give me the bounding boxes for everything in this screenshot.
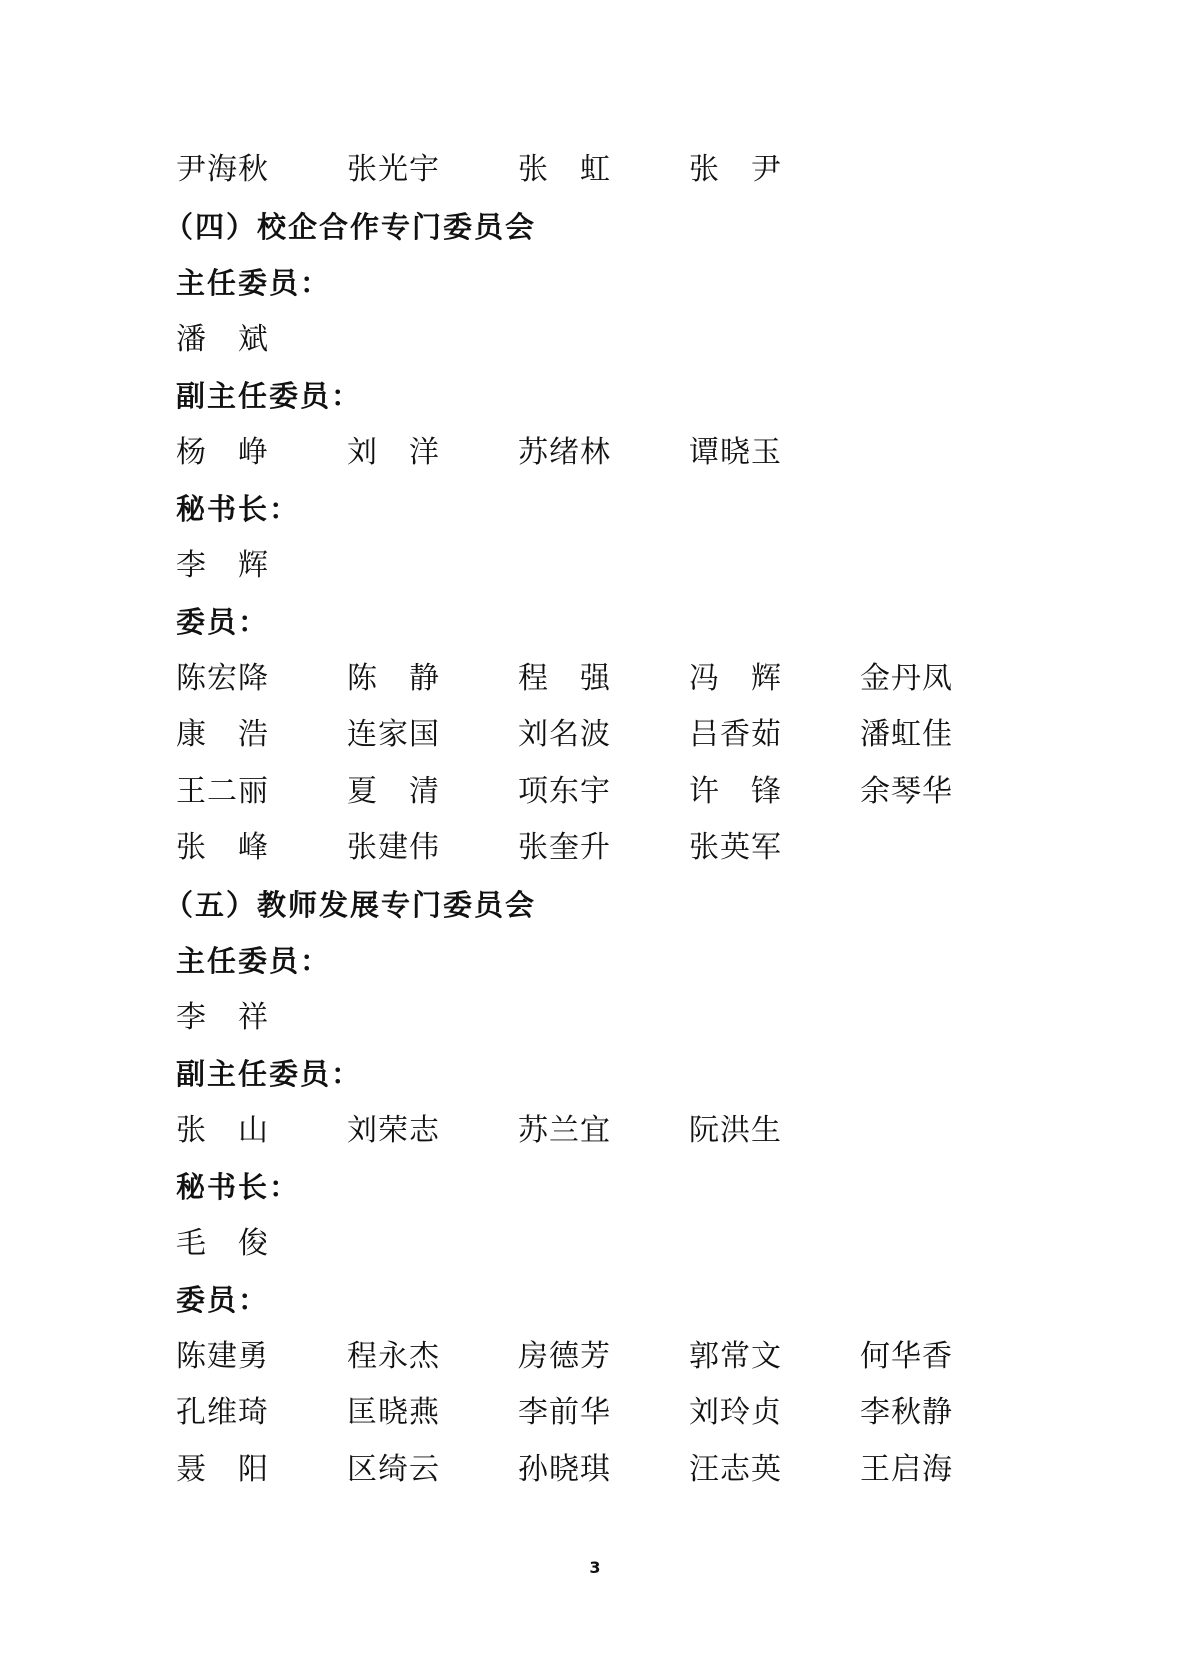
name-row <box>176 1216 1056 1273</box>
name-row <box>176 990 1056 1047</box>
member-name: 尹海秋 <box>176 152 269 187</box>
member-name: 刘荣志 <box>347 1112 440 1148</box>
member-name: 陈宏降 <box>176 660 269 696</box>
member-name: 张 山 <box>176 1112 269 1148</box>
name-row <box>176 820 1056 877</box>
member-name: 陈建勇 <box>176 1338 269 1374</box>
member-name: 张奎升 <box>518 830 611 865</box>
name-row <box>176 651 1056 708</box>
member-name: 潘虹佳 <box>860 717 953 752</box>
member-name: 潘 斌 <box>176 321 269 357</box>
member-name: 杨 峥 <box>176 434 269 470</box>
member-name: 陈 静 <box>347 660 440 696</box>
member-name: 李 辉 <box>176 547 269 583</box>
name-row <box>176 312 1056 369</box>
member-name: 李秋静 <box>860 1395 953 1430</box>
role-label-director: 主任委员： <box>176 266 332 300</box>
member-name: 吕香茹 <box>689 717 782 752</box>
member-name: 苏绪林 <box>518 434 611 470</box>
member-name: 何华香 <box>860 1338 953 1374</box>
name-row <box>176 1442 1056 1499</box>
section-title: （五）教师发展专门委员会 <box>164 887 537 922</box>
member-name: 余琴华 <box>860 773 953 809</box>
member-name: 聂 阳 <box>176 1451 269 1487</box>
role-label-members: 委员： <box>176 605 270 639</box>
member-name: 康 浩 <box>176 717 269 752</box>
name-row <box>176 1385 1056 1442</box>
member-name: 孙晓琪 <box>518 1451 611 1487</box>
name-row <box>176 538 1056 595</box>
name-row <box>176 1329 1056 1386</box>
member-name: 张 尹 <box>689 152 782 187</box>
member-name: 毛 俊 <box>176 1225 269 1261</box>
member-name: 张建伟 <box>347 830 440 865</box>
member-name: 郭常文 <box>689 1338 782 1374</box>
member-name: 匡晓燕 <box>347 1395 440 1430</box>
document-body <box>164 142 1056 1498</box>
member-name: 房德芳 <box>518 1338 611 1374</box>
role-label-secretary: 秘书长： <box>176 1170 301 1204</box>
member-name: 谭晓玉 <box>689 434 782 470</box>
member-name: 苏兰宜 <box>518 1112 611 1148</box>
role-label-secretary: 秘书长： <box>176 492 301 526</box>
name-row <box>176 142 1056 199</box>
member-name: 阮洪生 <box>689 1112 782 1148</box>
role-label-deputy: 副主任委员： <box>176 1057 363 1091</box>
role-label-director: 主任委员： <box>176 944 332 978</box>
member-name: 张 峰 <box>176 830 269 865</box>
member-name: 张英军 <box>689 830 782 865</box>
role-label-members: 委员： <box>176 1283 270 1317</box>
role-label-deputy: 副主任委员： <box>176 379 363 413</box>
member-name: 许 锋 <box>689 773 782 809</box>
name-row <box>176 425 1056 482</box>
member-name: 冯 辉 <box>689 660 782 696</box>
name-row <box>176 764 1056 821</box>
member-name: 张光宇 <box>347 152 440 187</box>
section-title: （四）校企合作专门委员会 <box>164 209 537 244</box>
member-name: 连家国 <box>347 717 440 752</box>
member-name: 程永杰 <box>347 1338 440 1374</box>
member-name: 汪志英 <box>689 1451 782 1487</box>
member-name: 刘玲贞 <box>689 1395 782 1430</box>
page-number: 3 <box>589 1558 601 1577</box>
member-name: 刘名波 <box>518 717 611 752</box>
name-row <box>176 707 1056 764</box>
name-row <box>176 1103 1056 1160</box>
member-name: 张 虹 <box>518 152 611 187</box>
member-name: 李 祥 <box>176 999 269 1035</box>
member-name: 区绮云 <box>347 1451 440 1487</box>
member-name: 李前华 <box>518 1395 611 1430</box>
member-name: 刘 洋 <box>347 434 440 470</box>
member-name: 王二丽 <box>176 773 269 809</box>
member-name: 孔维琦 <box>176 1395 269 1430</box>
member-name: 程 强 <box>518 660 611 696</box>
member-name: 项东宇 <box>518 773 611 809</box>
member-name: 金丹凤 <box>860 660 953 696</box>
member-name: 夏 清 <box>347 773 440 809</box>
member-name: 王启海 <box>860 1451 953 1487</box>
